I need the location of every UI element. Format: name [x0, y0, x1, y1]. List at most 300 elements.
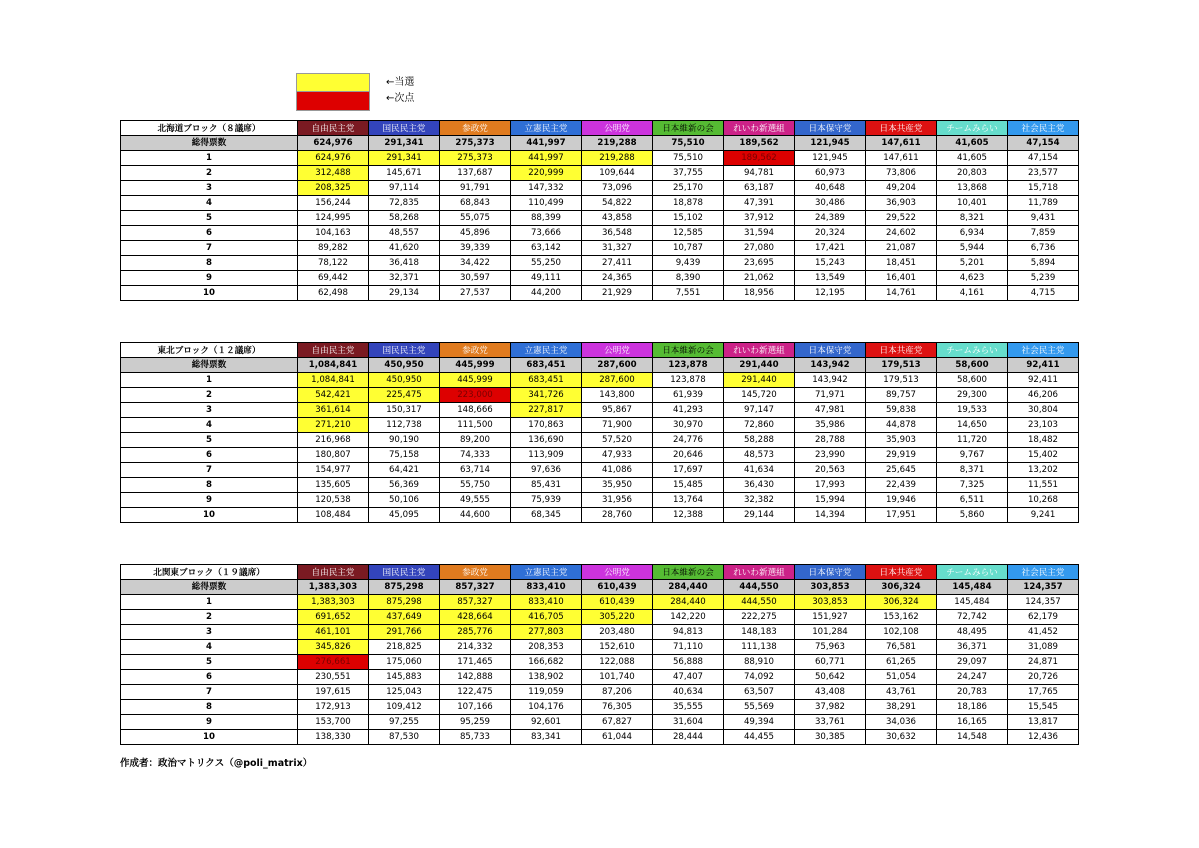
quotient-cell: 43,408 [795, 685, 866, 700]
quotient-cell: 542,421 [298, 388, 369, 403]
quotient-cell: 15,994 [795, 493, 866, 508]
quotient-cell: 83,341 [511, 730, 582, 745]
quotient-cell: 180,807 [298, 448, 369, 463]
quotient-cell: 150,317 [369, 403, 440, 418]
divisor-label: 6 [121, 670, 298, 685]
quotient-cell: 29,522 [866, 211, 937, 226]
quotient-cell: 683,451 [511, 373, 582, 388]
quotient-cell: 89,200 [440, 433, 511, 448]
quotient-cell: 30,970 [653, 418, 724, 433]
hokkaido-block-table [120, 120, 1079, 301]
quotient-cell: 50,106 [369, 493, 440, 508]
quotient-cell: 111,500 [440, 418, 511, 433]
quotient-cell: 75,158 [369, 448, 440, 463]
quotient-cell: 32,371 [369, 271, 440, 286]
quotient-cell: 55,750 [440, 478, 511, 493]
party-header: 社会民主党 [1008, 343, 1079, 358]
total-votes-cell: 287,600 [582, 358, 653, 373]
party-header: 公明党 [582, 343, 653, 358]
quotient-cell: 16,401 [866, 271, 937, 286]
quotient-cell: 35,986 [795, 418, 866, 433]
tohoku-block-table [120, 342, 1079, 523]
quotient-cell: 124,995 [298, 211, 369, 226]
quotient-cell: 18,451 [866, 256, 937, 271]
quotient-cell: 285,776 [440, 625, 511, 640]
quotient-cell: 47,933 [582, 448, 653, 463]
quotient-cell: 15,102 [653, 211, 724, 226]
table-row [121, 595, 1079, 610]
quotient-cell: 225,475 [369, 388, 440, 403]
total-votes-cell: 147,611 [866, 136, 937, 151]
quotient-cell: 13,817 [1008, 715, 1079, 730]
legend-elected-label: ←当選 [386, 77, 415, 88]
quotient-cell: 20,783 [937, 685, 1008, 700]
total-votes-cell: 445,999 [440, 358, 511, 373]
legend-runner-up-swatch [296, 91, 370, 111]
total-votes-cell: 444,550 [724, 580, 795, 595]
party-header: 国民民主党 [369, 565, 440, 580]
quotient-cell: 35,555 [653, 700, 724, 715]
quotient-cell: 18,878 [653, 196, 724, 211]
table-row [121, 166, 1079, 181]
quotient-cell: 857,327 [440, 595, 511, 610]
quotient-cell: 10,401 [937, 196, 1008, 211]
quotient-cell: 19,533 [937, 403, 1008, 418]
divisor-label: 1 [121, 151, 298, 166]
quotient-cell: 361,614 [298, 403, 369, 418]
quotient-cell: 61,265 [866, 655, 937, 670]
party-header: 日本共産党 [866, 121, 937, 136]
party-header: 参政党 [440, 343, 511, 358]
quotient-cell: 122,088 [582, 655, 653, 670]
quotient-cell: 1,383,303 [298, 595, 369, 610]
quotient-cell: 61,939 [653, 388, 724, 403]
total-votes-row [121, 136, 1079, 151]
quotient-cell: 428,664 [440, 610, 511, 625]
quotient-cell: 56,888 [653, 655, 724, 670]
quotient-cell: 11,789 [1008, 196, 1079, 211]
block-name: 東北ブロック（１２議席） [121, 343, 298, 358]
quotient-cell: 291,341 [369, 151, 440, 166]
quotient-cell: 12,436 [1008, 730, 1079, 745]
divisor-label: 2 [121, 166, 298, 181]
divisor-label: 5 [121, 211, 298, 226]
quotient-cell: 156,244 [298, 196, 369, 211]
quotient-cell: 56,369 [369, 478, 440, 493]
quotient-cell: 30,632 [866, 730, 937, 745]
quotient-cell: 5,860 [937, 508, 1008, 523]
quotient-cell: 119,059 [511, 685, 582, 700]
quotient-cell: 109,644 [582, 166, 653, 181]
table-row [121, 730, 1079, 745]
divisor-label: 3 [121, 403, 298, 418]
party-header: チームみらい [937, 121, 1008, 136]
total-votes-cell: 92,411 [1008, 358, 1079, 373]
quotient-cell: 219,288 [582, 151, 653, 166]
total-votes-label: 総得票数 [121, 136, 298, 151]
quotient-cell: 63,507 [724, 685, 795, 700]
quotient-cell: 1,084,841 [298, 373, 369, 388]
total-votes-cell: 75,510 [653, 136, 724, 151]
quotient-cell: 5,894 [1008, 256, 1079, 271]
quotient-cell: 27,080 [724, 241, 795, 256]
quotient-cell: 57,520 [582, 433, 653, 448]
party-header: れいわ新選組 [724, 343, 795, 358]
quotient-cell: 29,919 [866, 448, 937, 463]
quotient-cell: 72,860 [724, 418, 795, 433]
quotient-cell: 218,825 [369, 640, 440, 655]
quotient-cell: 73,666 [511, 226, 582, 241]
divisor-label: 2 [121, 388, 298, 403]
quotient-cell: 416,705 [511, 610, 582, 625]
quotient-cell: 107,166 [440, 700, 511, 715]
quotient-cell: 41,634 [724, 463, 795, 478]
quotient-cell: 7,859 [1008, 226, 1079, 241]
party-header: 国民民主党 [369, 343, 440, 358]
quotient-cell: 49,555 [440, 493, 511, 508]
quotient-cell: 7,325 [937, 478, 1008, 493]
total-votes-cell: 683,451 [511, 358, 582, 373]
quotient-cell: 40,648 [795, 181, 866, 196]
quotient-cell: 5,239 [1008, 271, 1079, 286]
quotient-cell: 76,581 [866, 640, 937, 655]
quotient-cell: 441,997 [511, 151, 582, 166]
party-header: チームみらい [937, 343, 1008, 358]
quotient-cell: 44,200 [511, 286, 582, 301]
quotient-cell: 55,569 [724, 700, 795, 715]
total-votes-row [121, 358, 1079, 373]
quotient-cell: 45,095 [369, 508, 440, 523]
quotient-cell: 75,963 [795, 640, 866, 655]
quotient-cell: 9,241 [1008, 508, 1079, 523]
quotient-cell: 72,742 [937, 610, 1008, 625]
quotient-cell: 40,634 [653, 685, 724, 700]
quotient-cell: 175,060 [369, 655, 440, 670]
quotient-cell: 44,878 [866, 418, 937, 433]
quotient-cell: 15,243 [795, 256, 866, 271]
quotient-cell: 437,649 [369, 610, 440, 625]
quotient-cell: 33,761 [795, 715, 866, 730]
quotient-cell: 11,720 [937, 433, 1008, 448]
quotient-cell: 69,442 [298, 271, 369, 286]
party-header: 日本保守党 [795, 565, 866, 580]
quotient-cell: 14,394 [795, 508, 866, 523]
quotient-cell: 31,604 [653, 715, 724, 730]
total-votes-cell: 121,945 [795, 136, 866, 151]
quotient-cell: 104,163 [298, 226, 369, 241]
table-row [121, 478, 1079, 493]
quotient-cell: 13,764 [653, 493, 724, 508]
table-row [121, 226, 1079, 241]
quotient-cell: 4,161 [937, 286, 1008, 301]
quotient-cell: 49,204 [866, 181, 937, 196]
quotient-cell: 29,300 [937, 388, 1008, 403]
quotient-cell: 47,154 [1008, 151, 1079, 166]
table-row [121, 211, 1079, 226]
quotient-cell: 60,973 [795, 166, 866, 181]
quotient-cell: 138,330 [298, 730, 369, 745]
table-header-row [121, 565, 1079, 580]
divisor-label: 6 [121, 448, 298, 463]
table-row [121, 625, 1079, 640]
quotient-cell: 36,371 [937, 640, 1008, 655]
legend-runner-up-label: ←次点 [386, 93, 415, 104]
quotient-cell: 17,421 [795, 241, 866, 256]
table-row [121, 433, 1079, 448]
quotient-cell: 305,220 [582, 610, 653, 625]
quotient-cell: 214,332 [440, 640, 511, 655]
quotient-cell: 284,440 [653, 595, 724, 610]
quotient-cell: 230,551 [298, 670, 369, 685]
quotient-cell: 136,690 [511, 433, 582, 448]
quotient-cell: 89,282 [298, 241, 369, 256]
quotient-cell: 62,498 [298, 286, 369, 301]
total-votes-cell: 441,997 [511, 136, 582, 151]
quotient-cell: 142,888 [440, 670, 511, 685]
quotient-cell: 122,475 [440, 685, 511, 700]
divisor-label: 7 [121, 241, 298, 256]
total-votes-cell: 291,440 [724, 358, 795, 373]
quotient-cell: 38,291 [866, 700, 937, 715]
quotient-cell: 9,439 [653, 256, 724, 271]
quotient-cell: 151,927 [795, 610, 866, 625]
party-header: 自由民主党 [298, 565, 369, 580]
table-row [121, 448, 1079, 463]
quotient-cell: 74,092 [724, 670, 795, 685]
quotient-cell: 48,573 [724, 448, 795, 463]
quotient-cell: 277,803 [511, 625, 582, 640]
quotient-cell: 54,822 [582, 196, 653, 211]
quotient-cell: 85,733 [440, 730, 511, 745]
legend-elected-swatch [296, 73, 370, 93]
quotient-cell: 37,912 [724, 211, 795, 226]
quotient-cell: 223,000 [440, 388, 511, 403]
quotient-cell: 24,871 [1008, 655, 1079, 670]
quotient-cell: 41,293 [653, 403, 724, 418]
party-header: 公明党 [582, 121, 653, 136]
quotient-cell: 142,220 [653, 610, 724, 625]
table-row [121, 463, 1079, 478]
quotient-cell: 6,736 [1008, 241, 1079, 256]
table-row [121, 418, 1079, 433]
quotient-cell: 17,951 [866, 508, 937, 523]
quotient-cell: 6,934 [937, 226, 1008, 241]
quotient-cell: 88,910 [724, 655, 795, 670]
total-votes-cell: 624,976 [298, 136, 369, 151]
quotient-cell: 78,122 [298, 256, 369, 271]
quotient-cell: 32,382 [724, 493, 795, 508]
quotient-cell: 14,548 [937, 730, 1008, 745]
divisor-label: 8 [121, 256, 298, 271]
table-row [121, 610, 1079, 625]
quotient-cell: 14,761 [866, 286, 937, 301]
quotient-cell: 172,913 [298, 700, 369, 715]
quotient-cell: 143,800 [582, 388, 653, 403]
quotient-cell: 108,484 [298, 508, 369, 523]
quotient-cell: 36,548 [582, 226, 653, 241]
quotient-cell: 113,909 [511, 448, 582, 463]
quotient-cell: 153,700 [298, 715, 369, 730]
table-row [121, 700, 1079, 715]
divisor-label: 4 [121, 418, 298, 433]
quotient-cell: 12,585 [653, 226, 724, 241]
quotient-cell: 109,412 [369, 700, 440, 715]
quotient-cell: 291,440 [724, 373, 795, 388]
quotient-cell: 121,945 [795, 151, 866, 166]
quotient-cell: 95,867 [582, 403, 653, 418]
quotient-cell: 138,902 [511, 670, 582, 685]
total-votes-cell: 1,383,303 [298, 580, 369, 595]
quotient-cell: 91,791 [440, 181, 511, 196]
quotient-cell: 9,767 [937, 448, 1008, 463]
divisor-label: 6 [121, 226, 298, 241]
total-votes-cell: 303,853 [795, 580, 866, 595]
divisor-label: 4 [121, 196, 298, 211]
quotient-cell: 87,530 [369, 730, 440, 745]
quotient-cell: 17,765 [1008, 685, 1079, 700]
quotient-cell: 123,878 [653, 373, 724, 388]
quotient-cell: 15,718 [1008, 181, 1079, 196]
quotient-cell: 341,726 [511, 388, 582, 403]
party-header: 社会民主党 [1008, 565, 1079, 580]
quotient-cell: 306,324 [866, 595, 937, 610]
quotient-cell: 68,345 [511, 508, 582, 523]
quotient-cell: 29,144 [724, 508, 795, 523]
total-votes-cell: 306,324 [866, 580, 937, 595]
quotient-cell: 152,610 [582, 640, 653, 655]
quotient-cell: 875,298 [369, 595, 440, 610]
quotient-cell: 18,956 [724, 286, 795, 301]
total-votes-cell: 124,357 [1008, 580, 1079, 595]
quotient-cell: 28,444 [653, 730, 724, 745]
quotient-cell: 25,170 [653, 181, 724, 196]
quotient-cell: 73,806 [866, 166, 937, 181]
quotient-cell: 20,646 [653, 448, 724, 463]
table-row [121, 403, 1079, 418]
quotient-cell: 48,557 [369, 226, 440, 241]
quotient-cell: 47,981 [795, 403, 866, 418]
quotient-cell: 276,661 [298, 655, 369, 670]
party-header: 社会民主党 [1008, 121, 1079, 136]
total-votes-cell: 145,484 [937, 580, 1008, 595]
table-row [121, 373, 1079, 388]
quotient-cell: 30,486 [795, 196, 866, 211]
divisor-label: 10 [121, 508, 298, 523]
quotient-cell: 271,210 [298, 418, 369, 433]
quotient-cell: 610,439 [582, 595, 653, 610]
kitakanto-block-table [120, 564, 1079, 745]
total-votes-cell: 275,373 [440, 136, 511, 151]
quotient-cell: 44,455 [724, 730, 795, 745]
party-header: 公明党 [582, 565, 653, 580]
table-row [121, 271, 1079, 286]
quotient-cell: 97,114 [369, 181, 440, 196]
quotient-cell: 48,495 [937, 625, 1008, 640]
quotient-cell: 75,939 [511, 493, 582, 508]
total-votes-cell: 450,950 [369, 358, 440, 373]
quotient-cell: 15,485 [653, 478, 724, 493]
table-row [121, 388, 1079, 403]
total-votes-cell: 219,288 [582, 136, 653, 151]
quotient-cell: 14,650 [937, 418, 1008, 433]
quotient-cell: 10,787 [653, 241, 724, 256]
quotient-cell: 111,138 [724, 640, 795, 655]
quotient-cell: 8,390 [653, 271, 724, 286]
total-votes-cell: 143,942 [795, 358, 866, 373]
quotient-cell: 12,195 [795, 286, 866, 301]
quotient-cell: 13,202 [1008, 463, 1079, 478]
total-votes-cell: 47,154 [1008, 136, 1079, 151]
quotient-cell: 27,411 [582, 256, 653, 271]
quotient-cell: 220,999 [511, 166, 582, 181]
quotient-cell: 21,062 [724, 271, 795, 286]
quotient-cell: 7,551 [653, 286, 724, 301]
quotient-cell: 17,993 [795, 478, 866, 493]
quotient-cell: 171,465 [440, 655, 511, 670]
table-row [121, 241, 1079, 256]
total-votes-cell: 833,410 [511, 580, 582, 595]
quotient-cell: 95,259 [440, 715, 511, 730]
quotient-cell: 46,206 [1008, 388, 1079, 403]
quotient-cell: 9,431 [1008, 211, 1079, 226]
quotient-cell: 29,134 [369, 286, 440, 301]
quotient-cell: 20,803 [937, 166, 1008, 181]
quotient-cell: 20,324 [795, 226, 866, 241]
table-row [121, 640, 1079, 655]
quotient-cell: 61,044 [582, 730, 653, 745]
total-votes-cell: 284,440 [653, 580, 724, 595]
quotient-cell: 444,550 [724, 595, 795, 610]
quotient-cell: 97,255 [369, 715, 440, 730]
total-votes-cell: 189,562 [724, 136, 795, 151]
quotient-cell: 97,147 [724, 403, 795, 418]
quotient-cell: 47,407 [653, 670, 724, 685]
block-name: 北海道ブロック（８議席） [121, 121, 298, 136]
quotient-cell: 21,087 [866, 241, 937, 256]
party-header: 参政党 [440, 565, 511, 580]
table-row [121, 715, 1079, 730]
party-header: 参政党 [440, 121, 511, 136]
quotient-cell: 45,896 [440, 226, 511, 241]
table-row [121, 286, 1079, 301]
quotient-cell: 154,977 [298, 463, 369, 478]
quotient-cell: 102,108 [866, 625, 937, 640]
total-votes-cell: 1,084,841 [298, 358, 369, 373]
quotient-cell: 312,488 [298, 166, 369, 181]
quotient-cell: 28,760 [582, 508, 653, 523]
quotient-cell: 58,288 [724, 433, 795, 448]
quotient-cell: 148,183 [724, 625, 795, 640]
quotient-cell: 92,411 [1008, 373, 1079, 388]
quotient-cell: 28,788 [795, 433, 866, 448]
quotient-cell: 137,687 [440, 166, 511, 181]
quotient-cell: 189,562 [724, 151, 795, 166]
quotient-cell: 124,357 [1008, 595, 1079, 610]
total-votes-row [121, 580, 1079, 595]
quotient-cell: 24,602 [866, 226, 937, 241]
quotient-cell: 71,971 [795, 388, 866, 403]
quotient-cell: 41,086 [582, 463, 653, 478]
quotient-cell: 13,868 [937, 181, 1008, 196]
divisor-label: 1 [121, 595, 298, 610]
quotient-cell: 197,615 [298, 685, 369, 700]
quotient-cell: 22,439 [866, 478, 937, 493]
total-votes-cell: 58,600 [937, 358, 1008, 373]
divisor-label: 2 [121, 610, 298, 625]
party-header: 立憲民主党 [511, 343, 582, 358]
quotient-cell: 94,781 [724, 166, 795, 181]
quotient-cell: 37,982 [795, 700, 866, 715]
